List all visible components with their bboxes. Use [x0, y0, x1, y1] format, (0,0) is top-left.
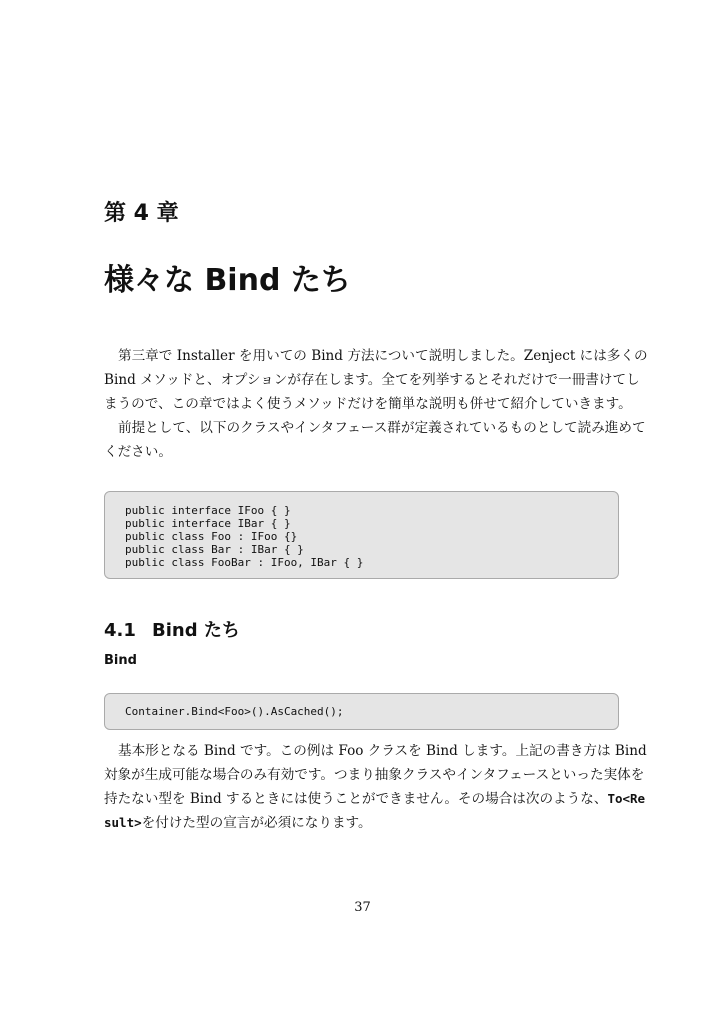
- text-line: まうので、この章ではよく使うメソッドだけを簡単な説明も併せて紹介していきます。: [104, 396, 632, 412]
- code-block-interfaces: [104, 491, 619, 579]
- code-line: public interface IBar { }: [125, 517, 291, 530]
- text-line: 対象が生成可能な場合のみ有効です。つまり抽象クラスやインタフェースといった実体を: [104, 767, 645, 783]
- section-title: Bind たち: [152, 620, 240, 641]
- text-line: 第三章で Installer を用いての Bind 方法について説明しました。Zenject には多くの: [118, 348, 648, 364]
- text-line: ください。: [104, 444, 172, 460]
- text-line: 基本形となる Bind です。この例は Foo クラスを Bind します。上記の書き方は Bind: [118, 743, 647, 759]
- code-line: Container.Bind<Foo>().AsCached();: [125, 705, 344, 718]
- code-line: public interface IFoo { }: [125, 504, 291, 517]
- bind-paragraph: [104, 739, 647, 835]
- intro-paragraph: [104, 344, 648, 464]
- code-line: public class Foo : IFoo {}: [125, 530, 298, 543]
- text-line: [104, 811, 621, 835]
- text-span: 持たない型を Bind するときには使うことができません。その場合は次のような、: [104, 791, 608, 807]
- section-heading: [104, 616, 240, 642]
- code-line: public class Bar : IBar { }: [125, 543, 304, 556]
- text-line: 前提として、以下のクラスやインタフェース群が定義されているものとして読み進めて: [118, 420, 646, 436]
- code-line: public class FooBar : IFoo, IBar { }: [125, 556, 364, 569]
- inline-code: sult>: [104, 815, 142, 830]
- inline-code: To<Re: [607, 791, 646, 806]
- page-number: 37: [354, 900, 371, 915]
- text-span: を付けた型の宣言が必須になります。: [141, 815, 372, 831]
- code-block-bind: [104, 693, 619, 730]
- subsection-heading: Bind: [104, 653, 137, 668]
- text-line: Bind メソッドと、オプションが存在します。全てを列挙するとそれだけで一冊書けてし: [104, 372, 640, 388]
- chapter-title: 様々な Bind たち: [104, 263, 351, 298]
- text-line: [104, 787, 646, 811]
- section-number: 4.1: [104, 620, 136, 641]
- chapter-label: 第 4 章: [104, 201, 179, 226]
